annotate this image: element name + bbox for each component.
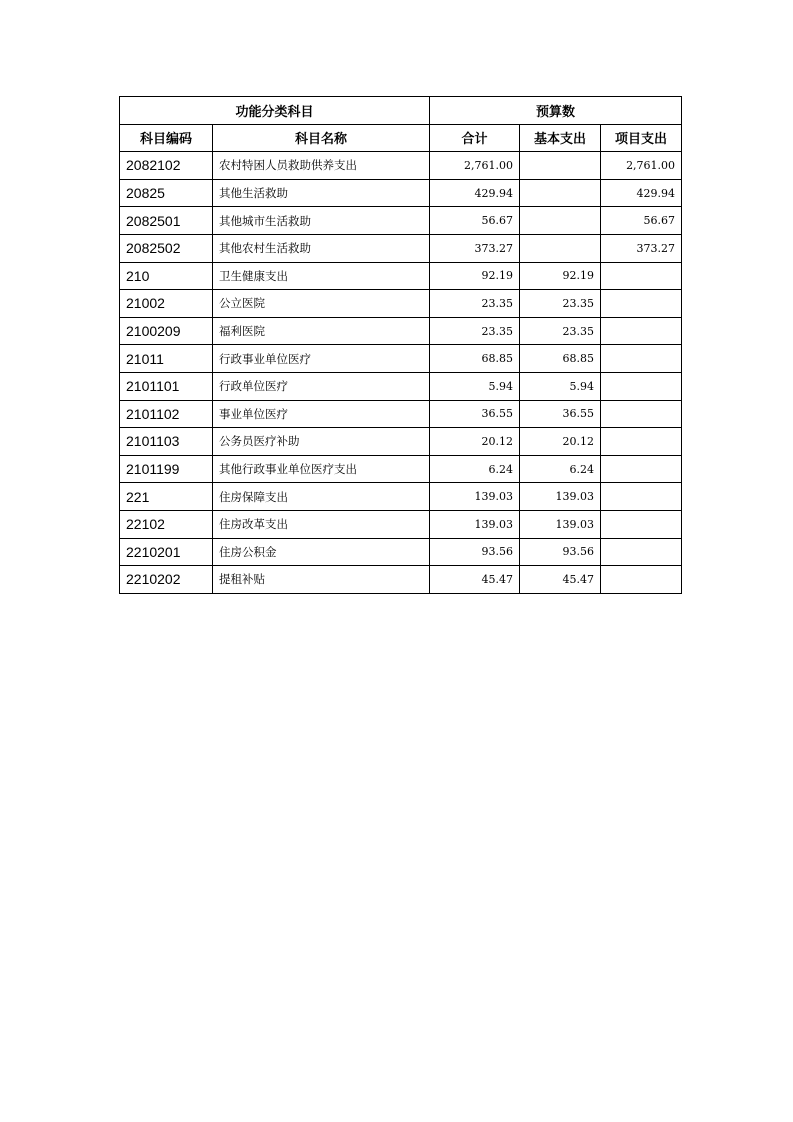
project-cell: 429.94 <box>601 179 682 207</box>
project-cell <box>601 510 682 538</box>
basic-cell: 68.85 <box>520 345 601 373</box>
subject-name-cell: 其他生活救助 <box>213 179 430 207</box>
subject-code-cell: 2082501 <box>120 207 213 235</box>
total-cell: 92.19 <box>430 262 520 290</box>
subject-name-cell: 其他行政事业单位医疗支出 <box>213 455 430 483</box>
project-cell <box>601 372 682 400</box>
project-cell: 373.27 <box>601 234 682 262</box>
project-cell <box>601 538 682 566</box>
basic-cell <box>520 234 601 262</box>
subject-code-cell: 20825 <box>120 179 213 207</box>
total-cell: 5.94 <box>430 372 520 400</box>
subject-code-cell: 210 <box>120 262 213 290</box>
header-column-row <box>120 124 682 152</box>
subject-name-cell: 住房公积金 <box>213 538 430 566</box>
subject-name-cell: 卫生健康支出 <box>213 262 430 290</box>
total-cell: 20.12 <box>430 428 520 456</box>
project-cell <box>601 290 682 318</box>
subject-name-cell: 行政单位医疗 <box>213 372 430 400</box>
project-cell <box>601 317 682 345</box>
subject-name-cell: 公立医院 <box>213 290 430 318</box>
project-cell <box>601 262 682 290</box>
subject-code-cell: 2100209 <box>120 317 213 345</box>
total-cell: 139.03 <box>430 510 520 538</box>
subject-code-cell: 22102 <box>120 510 213 538</box>
total-cell: 56.67 <box>430 207 520 235</box>
subject-name-cell: 行政事业单位医疗 <box>213 345 430 373</box>
project-cell <box>601 400 682 428</box>
subject-name-cell: 住房改革支出 <box>213 510 430 538</box>
subject-name-cell: 公务员医疗补助 <box>213 428 430 456</box>
subject-code-cell: 2082502 <box>120 234 213 262</box>
total-cell: 23.35 <box>430 317 520 345</box>
header-subject-code: 科目编码 <box>120 124 213 152</box>
project-cell <box>601 483 682 511</box>
basic-cell: 93.56 <box>520 538 601 566</box>
budget-table <box>119 96 682 594</box>
subject-code-cell: 2101199 <box>120 455 213 483</box>
subject-code-cell: 2082102 <box>120 152 213 180</box>
table-row <box>120 372 682 400</box>
total-cell: 139.03 <box>430 483 520 511</box>
total-cell: 429.94 <box>430 179 520 207</box>
table-row <box>120 179 682 207</box>
table-row <box>120 455 682 483</box>
basic-cell: 20.12 <box>520 428 601 456</box>
basic-cell <box>520 207 601 235</box>
table-row <box>120 207 682 235</box>
total-cell: 373.27 <box>430 234 520 262</box>
table-row <box>120 345 682 373</box>
project-cell <box>601 566 682 594</box>
subject-code-cell: 21002 <box>120 290 213 318</box>
header-group-row <box>120 97 682 125</box>
total-cell: 6.24 <box>430 455 520 483</box>
total-cell: 36.55 <box>430 400 520 428</box>
subject-name-cell: 住房保障支出 <box>213 483 430 511</box>
subject-name-cell: 福利医院 <box>213 317 430 345</box>
header-basic-expenditure: 基本支出 <box>520 124 601 152</box>
project-cell <box>601 345 682 373</box>
subject-code-cell: 21011 <box>120 345 213 373</box>
subject-name-cell: 其他农村生活救助 <box>213 234 430 262</box>
basic-cell: 139.03 <box>520 483 601 511</box>
basic-cell: 92.19 <box>520 262 601 290</box>
table-body <box>120 152 682 594</box>
total-cell: 68.85 <box>430 345 520 373</box>
table-header <box>120 97 682 152</box>
subject-code-cell: 2101101 <box>120 372 213 400</box>
basic-cell: 23.35 <box>520 290 601 318</box>
subject-name-cell: 农村特困人员救助供养支出 <box>213 152 430 180</box>
total-cell: 93.56 <box>430 538 520 566</box>
table-row <box>120 400 682 428</box>
table-row <box>120 317 682 345</box>
table-row <box>120 566 682 594</box>
basic-cell <box>520 179 601 207</box>
subject-name-cell: 提租补贴 <box>213 566 430 594</box>
table-row <box>120 234 682 262</box>
project-cell <box>601 428 682 456</box>
header-budget-amount: 预算数 <box>430 97 682 125</box>
table-row <box>120 428 682 456</box>
basic-cell: 45.47 <box>520 566 601 594</box>
total-cell: 23.35 <box>430 290 520 318</box>
subject-name-cell: 事业单位医疗 <box>213 400 430 428</box>
basic-cell: 5.94 <box>520 372 601 400</box>
header-project-expenditure: 项目支出 <box>601 124 682 152</box>
basic-cell: 36.55 <box>520 400 601 428</box>
subject-code-cell: 221 <box>120 483 213 511</box>
table-row <box>120 483 682 511</box>
project-cell: 56.67 <box>601 207 682 235</box>
total-cell: 2,761.00 <box>430 152 520 180</box>
subject-code-cell: 2101102 <box>120 400 213 428</box>
table-row <box>120 262 682 290</box>
subject-code-cell: 2210201 <box>120 538 213 566</box>
table-row <box>120 510 682 538</box>
subject-code-cell: 2101103 <box>120 428 213 456</box>
project-cell <box>601 455 682 483</box>
subject-code-cell: 2210202 <box>120 566 213 594</box>
basic-cell: 23.35 <box>520 317 601 345</box>
project-cell: 2,761.00 <box>601 152 682 180</box>
basic-cell <box>520 152 601 180</box>
header-total: 合计 <box>430 124 520 152</box>
table-row <box>120 290 682 318</box>
header-functional-classification: 功能分类科目 <box>120 97 430 125</box>
table-row <box>120 152 682 180</box>
basic-cell: 6.24 <box>520 455 601 483</box>
table-row <box>120 538 682 566</box>
total-cell: 45.47 <box>430 566 520 594</box>
subject-name-cell: 其他城市生活救助 <box>213 207 430 235</box>
header-subject-name: 科目名称 <box>213 124 430 152</box>
basic-cell: 139.03 <box>520 510 601 538</box>
